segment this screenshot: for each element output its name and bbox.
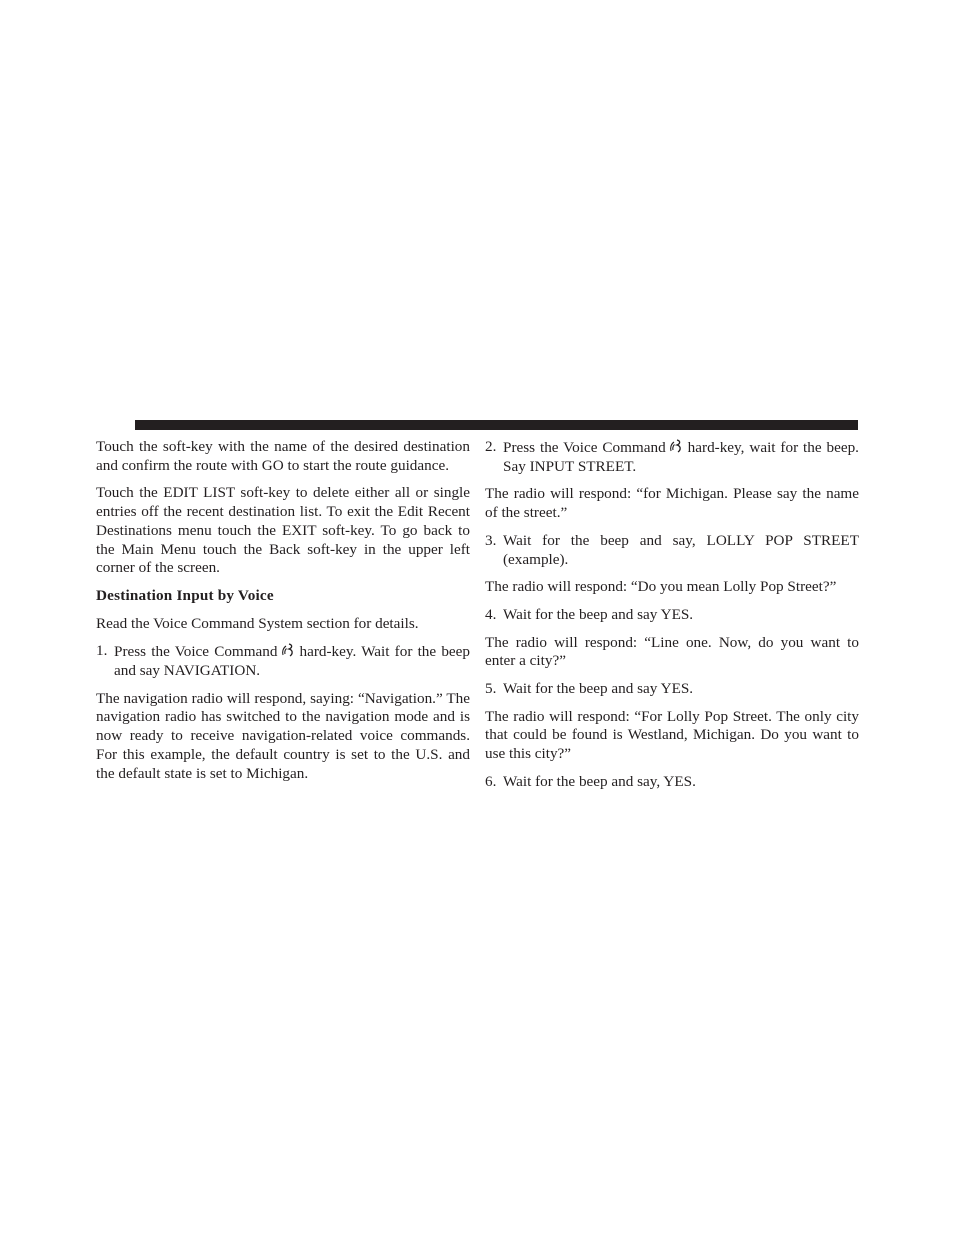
step-text-after-icon: hard-key. Wait for the beep and say NAVIGATION. xyxy=(114,643,470,680)
section-heading: Destination Input by Voice xyxy=(96,586,274,604)
step-text: Wait for the beep and say, YES. xyxy=(503,772,696,790)
step-text: Wait for the beep and say, LOLLY POP STREET (example). xyxy=(503,531,859,568)
step-number: 6. xyxy=(485,772,497,790)
section-header-bar xyxy=(135,420,858,430)
step-4 xyxy=(485,606,859,625)
radio-response-2: The radio will respond: “Do you mean Lolly Pop Street?” xyxy=(485,578,837,596)
step-5 xyxy=(485,680,859,699)
radio-response-3: The radio will respond: “Line one. Now, do you want to enter a city?” xyxy=(485,633,859,670)
step-number: 3. xyxy=(485,531,497,549)
step-number: 4. xyxy=(485,605,497,623)
paragraph-navigation-response: The navigation radio will respond, saying: “Navigation.” The navigation radio has switched to the navigation mode and is now ready to receive navigation-related voice commands. For this example, the default country is set to the U.S. and the default state is set to Michigan. xyxy=(96,689,470,782)
step-text: Wait for the beep and say YES. xyxy=(503,605,694,623)
step-number: 1. xyxy=(96,642,108,660)
paragraph-destination-softkey: Touch the soft-key with the name of the desired destination and confirm the route with GO to start the route guidance. xyxy=(96,438,470,474)
step-text-before-icon: Press the Voice Command xyxy=(114,643,278,661)
radio-response-4: The radio will respond: “For Lolly Pop Street. The only city that could be found is Westland, Michigan. Do you want to use this city?” xyxy=(485,707,859,763)
step-text: Wait for the beep and say YES. xyxy=(503,680,694,698)
step-6 xyxy=(485,773,859,792)
step-text-before-icon: Press the Voice Command xyxy=(503,439,666,456)
right-column xyxy=(485,438,859,801)
voice-command-icon xyxy=(668,438,684,454)
step-3 xyxy=(485,532,859,569)
paragraph-read-voice-command: Read the Voice Command System section for details. xyxy=(96,614,419,632)
step-number: 5. xyxy=(485,680,497,698)
step-2 xyxy=(485,438,859,476)
voice-command-icon xyxy=(280,642,296,658)
radio-response-1: The radio will respond: “for Michigan. Please say the name of the street.” xyxy=(485,485,859,522)
paragraph-edit-list: Touch the EDIT LIST soft-key to delete either all or single entries off the recent destination list. To exit the Edit Recent Destinations menu touch the EXIT soft-key. To go back to the Main Menu touch the Back soft-key in the upper left corner of the screen. xyxy=(96,484,470,577)
step-text-after-icon: hard-key, wait for the beep. Say INPUT STREET. xyxy=(503,439,859,475)
left-column xyxy=(96,438,470,792)
step-1 xyxy=(96,642,470,680)
step-number: 2. xyxy=(485,438,497,455)
